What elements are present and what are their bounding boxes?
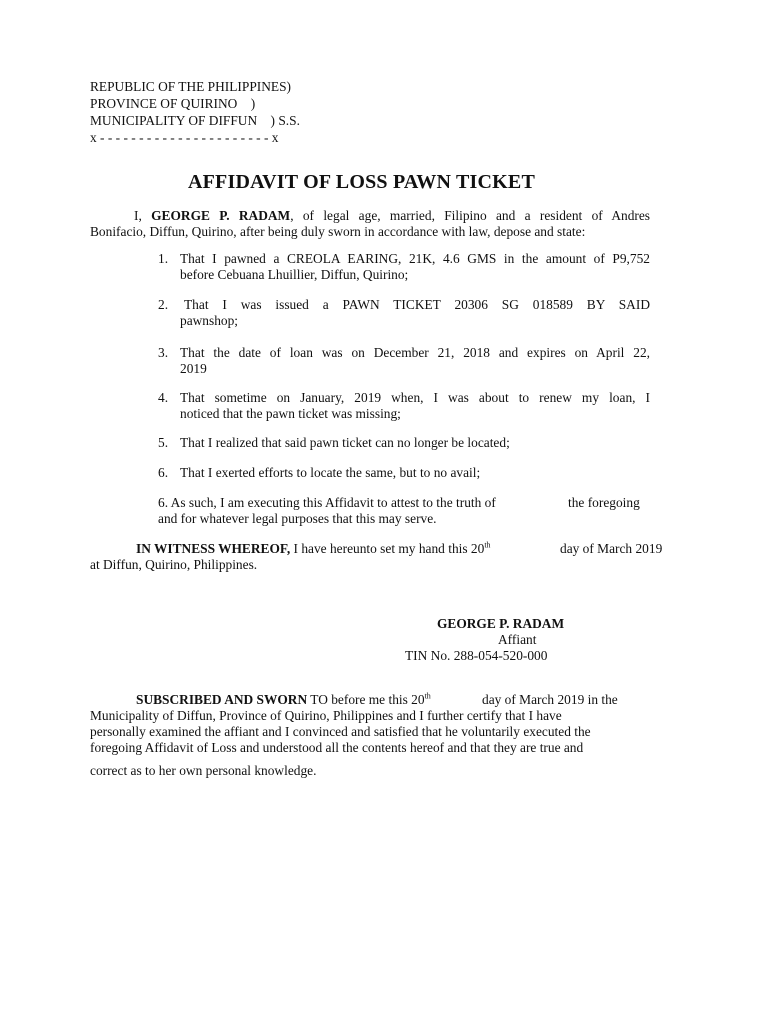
jurat-line-2: Municipality of Diffun, Province of Quirino, Philippines and I further certify that I have — [90, 708, 562, 723]
item-2-line-2: pawnshop; — [180, 313, 239, 328]
jurat-line-3: personally examined the affiant and I convinced and satisfied that he voluntarily executed the — [90, 724, 591, 739]
witness-heading: IN WITNESS WHEREOF, — [136, 541, 291, 556]
jurat-text-a: TO before me this 20 — [307, 692, 425, 707]
jurat-date-suffix: th — [424, 691, 431, 701]
closing-item-line-1b: the foregoing — [568, 495, 640, 510]
signatory-tin: TIN No. 288-054-520-000 — [405, 648, 548, 663]
header-separator: x - - - - - - - - - - - - - - - - - - - - - - x — [90, 130, 279, 145]
document-title: AFFIDAVIT OF LOSS PAWN TICKET — [188, 171, 535, 193]
signatory-role: Affiant — [498, 632, 537, 647]
item-1-line-1: That I pawned a CREOLA EARING, 21K, 4.6 GMS in the amount of P9,752 — [180, 251, 650, 266]
jurat-line-5: correct as to her own personal knowledge. — [90, 763, 317, 778]
jurat-line-4: foregoing Affidavit of Loss and understood all the contents hereof and that they are true and — [90, 740, 584, 755]
item-6-line-1: That I exerted efforts to locate the same, but to no avail; — [180, 465, 481, 480]
jurat-heading: SUBSCRIBED AND SWORN — [136, 692, 308, 707]
signatory-name: GEORGE P. RADAM — [437, 616, 565, 631]
witness-text-a: I have hereunto set my hand this 20 — [290, 541, 485, 556]
intro-line-2: Bonifacio, Diffun, Quirino, after being duly sworn in accordance with law, depose and state: — [90, 224, 586, 239]
item-4-line-1: That sometime on January, 2019 when, I was about to renew my loan, I — [180, 390, 650, 405]
item-2-line-1: That I was issued a PAWN TICKET 20306 SG 018589 BY SAID — [184, 297, 650, 312]
intro-line-1-rest: , of legal age, married, Filipino and a resident of Andres — [290, 208, 651, 223]
closing-item-line-2: and for whatever legal purposes that this may serve. — [158, 511, 437, 526]
intro-prefix: I, — [134, 208, 152, 223]
item-5-line-1: That I realized that said pawn ticket can no longer be located; — [180, 435, 510, 450]
item-6-number: 6. — [158, 465, 169, 480]
witness-date-suffix: th — [484, 540, 491, 550]
jurat-text-b: day of March 2019 in the — [482, 692, 618, 707]
header-province: PROVINCE OF QUIRINO ) — [90, 96, 256, 111]
witness-text-b: day of March 2019 — [560, 541, 663, 556]
witness-line-2: at Diffun, Quirino, Philippines. — [90, 557, 258, 572]
item-4-number: 4. — [158, 390, 169, 405]
item-2-number: 2. — [158, 297, 169, 312]
witness-line-1 — [136, 541, 491, 557]
header-municipality: MUNICIPALITY OF DIFFUN ) S.S. — [90, 113, 300, 128]
item-3-number: 3. — [158, 345, 169, 360]
closing-item-line-1a: 6. As such, I am executing this Affidavit to attest to the truth of — [158, 495, 496, 510]
item-3-line-1: That the date of loan was on December 21, 2018 and expires on April 22, — [180, 345, 650, 360]
item-3-line-2: 2019 — [180, 361, 207, 376]
affiant-name: GEORGE P. RADAM — [151, 208, 291, 223]
item-1-number: 1. — [158, 251, 169, 266]
item-4-line-2: noticed that the pawn ticket was missing; — [180, 406, 401, 421]
header-republic: REPUBLIC OF THE PHILIPPINES) — [90, 79, 292, 94]
item-1-line-2: before Cebuana Lhuillier, Diffun, Quirino; — [180, 267, 409, 282]
intro-line-1 — [90, 208, 650, 224]
item-5-number: 5. — [158, 435, 169, 450]
jurat-line-1 — [136, 692, 431, 708]
